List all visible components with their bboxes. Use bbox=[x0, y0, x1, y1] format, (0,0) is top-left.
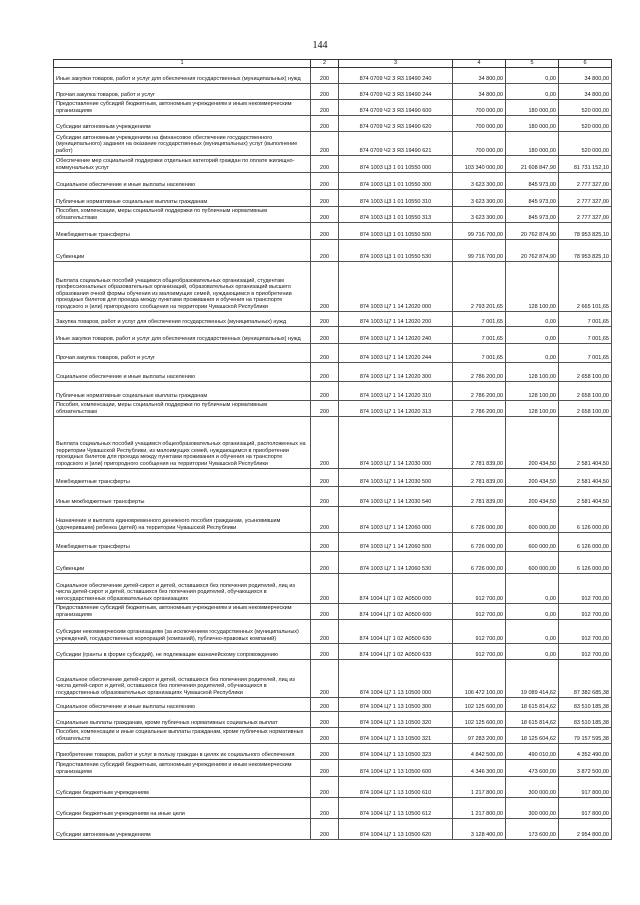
column-number-header: 6 bbox=[559, 60, 612, 68]
table-row bbox=[54, 551, 612, 573]
row-executed-amount: 845 973,00 bbox=[506, 172, 559, 189]
row-executed-amount: 20 762 874,90 bbox=[506, 239, 559, 261]
table-row bbox=[54, 416, 612, 468]
row-line-code: 200 bbox=[311, 239, 339, 261]
row-planned-amount: 4 346 300,00 bbox=[453, 759, 506, 776]
table-row bbox=[54, 189, 612, 206]
row-planned-amount: 7 001,65 bbox=[453, 343, 506, 362]
row-line-code: 200 bbox=[311, 416, 339, 468]
row-budget-classification-code: 874 1003 Ц7 1 14 12030 500 bbox=[339, 468, 453, 486]
row-line-code: 200 bbox=[311, 797, 339, 818]
row-executed-amount: 21 608 847,90 bbox=[506, 155, 559, 172]
table-row bbox=[54, 400, 612, 416]
row-executed-amount: 128 100,00 bbox=[506, 400, 559, 416]
row-executed-amount: 600 000,00 bbox=[506, 551, 559, 573]
row-planned-amount: 912 700,00 bbox=[453, 573, 506, 603]
row-executed-amount: 0,00 bbox=[506, 603, 559, 619]
column-number-header: 5 bbox=[506, 60, 559, 68]
row-planned-amount: 912 700,00 bbox=[453, 643, 506, 659]
row-description: Пособия, компенсации, меры социальной поддержки по публичным нормативным обязательствам bbox=[54, 206, 311, 222]
row-line-code: 200 bbox=[311, 603, 339, 619]
row-budget-classification-code: 874 1004 Ц7 1 13 10500 320 bbox=[339, 711, 453, 727]
row-description: Межбюджетные трансферты bbox=[54, 532, 311, 551]
row-description: Предоставление субсидий бюджетным, автономным учреждениям и иным некоммерческим организациям bbox=[54, 99, 311, 115]
row-remaining-amount: 520 000,00 bbox=[559, 131, 612, 155]
row-remaining-amount: 912 700,00 bbox=[559, 573, 612, 603]
row-budget-classification-code: 874 0709 Ч2 3 Я3 19490 600 bbox=[339, 99, 453, 115]
row-remaining-amount: 6 126 000,00 bbox=[559, 532, 612, 551]
row-executed-amount: 180 000,00 bbox=[506, 115, 559, 131]
row-remaining-amount: 7 001,65 bbox=[559, 326, 612, 343]
row-line-code: 200 bbox=[311, 189, 339, 206]
row-line-code: 200 bbox=[311, 468, 339, 486]
row-planned-amount: 3 128 400,00 bbox=[453, 818, 506, 839]
row-executed-amount: 473 600,00 bbox=[506, 759, 559, 776]
row-budget-classification-code: 874 1003 Ц3 1 01 10550 500 bbox=[339, 222, 453, 239]
table-row bbox=[54, 239, 612, 261]
table-row bbox=[54, 619, 612, 643]
row-description: Иные закупки товаров, работ и услуг для обеспечения государственных (муниципальных) нужд bbox=[54, 326, 311, 343]
row-planned-amount: 103 340 000,00 bbox=[453, 155, 506, 172]
row-line-code: 200 bbox=[311, 206, 339, 222]
row-remaining-amount: 912 700,00 bbox=[559, 643, 612, 659]
row-remaining-amount: 2 777 327,00 bbox=[559, 172, 612, 189]
table-row bbox=[54, 326, 612, 343]
row-line-code: 200 bbox=[311, 343, 339, 362]
row-planned-amount: 34 800,00 bbox=[453, 83, 506, 99]
row-description: Социальное обеспечение и иные выплаты населению bbox=[54, 172, 311, 189]
table-row bbox=[54, 643, 612, 659]
table-row bbox=[54, 532, 612, 551]
row-description: Субсидии автономным учреждениям на финансовое обеспечение государственного (муниципального) задания на оказание государственных (муниципальных) услуг (выполнение работ) bbox=[54, 131, 311, 155]
table-row bbox=[54, 727, 612, 743]
row-line-code: 200 bbox=[311, 326, 339, 343]
row-planned-amount: 7 001,65 bbox=[453, 311, 506, 326]
row-budget-classification-code: 874 1003 Ц3 1 01 10550 313 bbox=[339, 206, 453, 222]
row-remaining-amount: 2 581 404,50 bbox=[559, 468, 612, 486]
row-description: Субвенции bbox=[54, 239, 311, 261]
row-description: Пособия, компенсации, меры социальной поддержки по публичным нормативным обязательствам bbox=[54, 400, 311, 416]
row-description: Социальное обеспечение и иные выплаты населению bbox=[54, 697, 311, 711]
row-budget-classification-code: 874 1003 Ц7 1 14 12020 244 bbox=[339, 343, 453, 362]
row-remaining-amount: 912 700,00 bbox=[559, 619, 612, 643]
row-description: Публичные нормативные социальные выплаты гражданам bbox=[54, 189, 311, 206]
row-line-code: 200 bbox=[311, 115, 339, 131]
row-description: Межбюджетные трансферты bbox=[54, 222, 311, 239]
row-executed-amount: 200 434,50 bbox=[506, 416, 559, 468]
budget-execution-table bbox=[53, 59, 612, 840]
row-budget-classification-code: 874 1004 Ц7 1 02 А0500 600 bbox=[339, 603, 453, 619]
row-remaining-amount: 78 953 825,10 bbox=[559, 222, 612, 239]
row-executed-amount: 845 973,00 bbox=[506, 206, 559, 222]
row-budget-classification-code: 874 0709 Ч2 3 Я3 19490 244 bbox=[339, 83, 453, 99]
row-line-code: 200 bbox=[311, 506, 339, 532]
row-planned-amount: 1 217 800,00 bbox=[453, 776, 506, 797]
row-remaining-amount: 2 954 800,00 bbox=[559, 818, 612, 839]
row-description: Публичные нормативные социальные выплаты гражданам bbox=[54, 381, 311, 400]
row-budget-classification-code: 874 1004 Ц7 1 13 10500 620 bbox=[339, 818, 453, 839]
row-executed-amount: 490 010,00 bbox=[506, 743, 559, 759]
row-budget-classification-code: 874 1003 Ц7 1 14 12020 240 bbox=[339, 326, 453, 343]
row-description: Выплата социальных пособий учащимся общеобразовательных организаций, расположенных на территории Чувашской Республики, из малоимущих семей, нуждающимся в приобретении проездных билетов для проезда между пунктами проживания и обучения на транспорте городского и (или) пригородного сообщения на территории Чувашской Республики bbox=[54, 416, 311, 468]
row-planned-amount: 2 786 200,00 bbox=[453, 381, 506, 400]
row-planned-amount: 2 793 201,65 bbox=[453, 261, 506, 311]
row-budget-classification-code: 874 1004 Ц7 1 13 10500 600 bbox=[339, 759, 453, 776]
row-description: Предоставление субсидий бюджетным, автономным учреждениям и иным некоммерческим организациям bbox=[54, 759, 311, 776]
row-executed-amount: 200 434,50 bbox=[506, 468, 559, 486]
row-budget-classification-code: 874 1003 Ц7 1 14 12020 313 bbox=[339, 400, 453, 416]
row-planned-amount: 3 623 300,00 bbox=[453, 189, 506, 206]
row-planned-amount: 700 000,00 bbox=[453, 131, 506, 155]
column-number-header: 4 bbox=[453, 60, 506, 68]
row-remaining-amount: 83 510 185,38 bbox=[559, 697, 612, 711]
row-line-code: 200 bbox=[311, 532, 339, 551]
row-budget-classification-code: 874 1003 Ц7 1 14 12020 000 bbox=[339, 261, 453, 311]
row-description: Субсидии автономным учреждениям bbox=[54, 115, 311, 131]
row-budget-classification-code: 874 1004 Ц7 1 13 10500 610 bbox=[339, 776, 453, 797]
table-row bbox=[54, 222, 612, 239]
row-line-code: 200 bbox=[311, 818, 339, 839]
row-planned-amount: 2 781 839,00 bbox=[453, 468, 506, 486]
row-planned-amount: 99 716 700,00 bbox=[453, 222, 506, 239]
table-row bbox=[54, 743, 612, 759]
row-budget-classification-code: 874 1003 Ц7 1 14 12020 300 bbox=[339, 362, 453, 381]
row-planned-amount: 1 217 800,00 bbox=[453, 797, 506, 818]
row-description: Субсидии некоммерческим организациям (за исключением государственных (муниципальных) учреждений, государственных корпораций (компаний), публично-правовых компаний) bbox=[54, 619, 311, 643]
row-description: Предоставление субсидий бюджетным, автономным учреждениям и иным некоммерческим организациям bbox=[54, 603, 311, 619]
row-executed-amount: 0,00 bbox=[506, 67, 559, 83]
row-remaining-amount: 2 777 327,00 bbox=[559, 206, 612, 222]
row-remaining-amount: 2 658 100,00 bbox=[559, 362, 612, 381]
row-line-code: 200 bbox=[311, 99, 339, 115]
row-remaining-amount: 917 800,00 bbox=[559, 776, 612, 797]
table-row bbox=[54, 99, 612, 115]
table-row bbox=[54, 659, 612, 697]
row-planned-amount: 2 786 200,00 bbox=[453, 400, 506, 416]
row-budget-classification-code: 874 1003 Ц7 1 14 12030 000 bbox=[339, 416, 453, 468]
row-remaining-amount: 7 001,65 bbox=[559, 311, 612, 326]
row-line-code: 200 bbox=[311, 400, 339, 416]
column-number-header: 1 bbox=[54, 60, 311, 68]
row-budget-classification-code: 874 0709 Ч2 3 Я3 19490 621 bbox=[339, 131, 453, 155]
table-row bbox=[54, 131, 612, 155]
row-remaining-amount: 2 777 327,00 bbox=[559, 189, 612, 206]
row-planned-amount: 912 700,00 bbox=[453, 619, 506, 643]
row-line-code: 200 bbox=[311, 67, 339, 83]
row-planned-amount: 7 001,65 bbox=[453, 326, 506, 343]
row-executed-amount: 180 000,00 bbox=[506, 99, 559, 115]
row-executed-amount: 200 434,50 bbox=[506, 486, 559, 506]
table-row bbox=[54, 776, 612, 797]
row-description: Иные межбюджетные трансферты bbox=[54, 486, 311, 506]
row-budget-classification-code: 874 0709 Ч2 3 Я3 19490 240 bbox=[339, 67, 453, 83]
row-line-code: 200 bbox=[311, 573, 339, 603]
row-planned-amount: 97 283 200,00 bbox=[453, 727, 506, 743]
row-description: Обеспечение мер социальной поддержки отдельных категорий граждан по оплате жилищно-коммунальных услуг bbox=[54, 155, 311, 172]
row-budget-classification-code: 874 1003 Ц7 1 14 12020 200 bbox=[339, 311, 453, 326]
row-remaining-amount: 87 382 685,38 bbox=[559, 659, 612, 697]
row-planned-amount: 700 000,00 bbox=[453, 115, 506, 131]
page-number: 144 bbox=[312, 40, 328, 51]
row-planned-amount: 106 472 100,00 bbox=[453, 659, 506, 697]
row-executed-amount: 845 973,00 bbox=[506, 189, 559, 206]
row-executed-amount: 18 615 814,62 bbox=[506, 711, 559, 727]
row-planned-amount: 6 726 000,00 bbox=[453, 532, 506, 551]
row-planned-amount: 6 726 000,00 bbox=[453, 506, 506, 532]
row-line-code: 200 bbox=[311, 743, 339, 759]
row-remaining-amount: 3 872 500,00 bbox=[559, 759, 612, 776]
row-remaining-amount: 79 157 595,38 bbox=[559, 727, 612, 743]
row-line-code: 200 bbox=[311, 759, 339, 776]
table-row bbox=[54, 697, 612, 711]
column-number-row bbox=[54, 60, 612, 68]
table-row bbox=[54, 155, 612, 172]
row-executed-amount: 300 000,00 bbox=[506, 776, 559, 797]
row-executed-amount: 0,00 bbox=[506, 326, 559, 343]
row-remaining-amount: 917 800,00 bbox=[559, 797, 612, 818]
row-line-code: 200 bbox=[311, 697, 339, 711]
row-remaining-amount: 2 658 100,00 bbox=[559, 381, 612, 400]
row-remaining-amount: 83 510 185,38 bbox=[559, 711, 612, 727]
row-executed-amount: 20 762 874,90 bbox=[506, 222, 559, 239]
row-description: Субсидии бюджетным учреждениям на иные цели bbox=[54, 797, 311, 818]
row-budget-classification-code: 874 1003 Ц7 1 14 12060 500 bbox=[339, 532, 453, 551]
row-budget-classification-code: 874 1004 Ц7 1 02 А0500 000 bbox=[339, 573, 453, 603]
row-line-code: 200 bbox=[311, 659, 339, 697]
row-budget-classification-code: 874 1003 Ц7 1 14 12020 310 bbox=[339, 381, 453, 400]
row-planned-amount: 3 623 300,00 bbox=[453, 206, 506, 222]
row-remaining-amount: 520 000,00 bbox=[559, 115, 612, 131]
table-body bbox=[54, 67, 612, 839]
table-row bbox=[54, 818, 612, 839]
row-planned-amount: 700 000,00 bbox=[453, 99, 506, 115]
row-budget-classification-code: 874 1004 Ц7 1 02 А0500 630 bbox=[339, 619, 453, 643]
row-planned-amount: 2 781 839,00 bbox=[453, 416, 506, 468]
table-row bbox=[54, 486, 612, 506]
row-line-code: 200 bbox=[311, 131, 339, 155]
row-line-code: 200 bbox=[311, 261, 339, 311]
row-budget-classification-code: 874 1004 Ц7 1 13 10500 321 bbox=[339, 727, 453, 743]
row-description: Прочая закупка товаров, работ и услуг bbox=[54, 83, 311, 99]
row-executed-amount: 600 000,00 bbox=[506, 532, 559, 551]
row-planned-amount: 912 700,00 bbox=[453, 603, 506, 619]
row-line-code: 200 bbox=[311, 311, 339, 326]
row-line-code: 200 bbox=[311, 551, 339, 573]
table-row bbox=[54, 506, 612, 532]
row-description: Социальные выплаты гражданам, кроме публичных нормативных социальных выплат bbox=[54, 711, 311, 727]
row-line-code: 200 bbox=[311, 172, 339, 189]
row-planned-amount: 3 623 300,00 bbox=[453, 172, 506, 189]
table-row bbox=[54, 261, 612, 311]
row-executed-amount: 600 000,00 bbox=[506, 506, 559, 532]
row-line-code: 200 bbox=[311, 727, 339, 743]
row-description: Приобретение товаров, работ и услуг в пользу граждан в целях их социального обеспечения bbox=[54, 743, 311, 759]
row-line-code: 200 bbox=[311, 711, 339, 727]
row-remaining-amount: 34 800,00 bbox=[559, 67, 612, 83]
row-executed-amount: 128 100,00 bbox=[506, 362, 559, 381]
row-planned-amount: 102 125 600,00 bbox=[453, 711, 506, 727]
row-budget-classification-code: 874 1003 Ц3 1 01 10550 300 bbox=[339, 172, 453, 189]
row-description: Субсидии бюджетным учреждениям bbox=[54, 776, 311, 797]
row-description: Прочая закупка товаров, работ и услуг bbox=[54, 343, 311, 362]
row-planned-amount: 2 786 200,00 bbox=[453, 362, 506, 381]
row-executed-amount: 19 089 414,62 bbox=[506, 659, 559, 697]
row-budget-classification-code: 874 1004 Ц7 1 13 10500 300 bbox=[339, 697, 453, 711]
row-budget-classification-code: 874 1003 Ц3 1 01 10550 530 bbox=[339, 239, 453, 261]
row-executed-amount: 128 100,00 bbox=[506, 381, 559, 400]
row-line-code: 200 bbox=[311, 381, 339, 400]
row-description: Закупка товаров, работ и услуг для обеспечения государственных (муниципальных) нужд bbox=[54, 311, 311, 326]
table-row bbox=[54, 67, 612, 83]
row-executed-amount: 0,00 bbox=[506, 619, 559, 643]
column-number-header: 2 bbox=[311, 60, 339, 68]
row-remaining-amount: 520 000,00 bbox=[559, 99, 612, 115]
row-executed-amount: 0,00 bbox=[506, 311, 559, 326]
table-row bbox=[54, 311, 612, 326]
row-remaining-amount: 34 800,00 bbox=[559, 83, 612, 99]
row-description: Субсидии автономным учреждениям bbox=[54, 818, 311, 839]
table-row bbox=[54, 797, 612, 818]
row-remaining-amount: 2 581 404,50 bbox=[559, 416, 612, 468]
column-number-header: 3 bbox=[339, 60, 453, 68]
row-description: Социальное обеспечение и иные выплаты населению bbox=[54, 362, 311, 381]
row-description: Социальное обеспечение детей-сирот и детей, оставшихся без попечения родителей, лиц из числа детей-сирот и детей, оставшихся без попечения родителей, обучающихся в государственных образовательных организациях Чувашской Республики bbox=[54, 659, 311, 697]
row-budget-classification-code: 874 1003 Ц7 1 14 12060 000 bbox=[339, 506, 453, 532]
row-executed-amount: 0,00 bbox=[506, 343, 559, 362]
row-line-code: 200 bbox=[311, 619, 339, 643]
row-remaining-amount: 912 700,00 bbox=[559, 603, 612, 619]
table-row bbox=[54, 362, 612, 381]
table-row bbox=[54, 206, 612, 222]
table-row bbox=[54, 343, 612, 362]
row-line-code: 200 bbox=[311, 83, 339, 99]
table-row bbox=[54, 468, 612, 486]
row-remaining-amount: 81 731 152,10 bbox=[559, 155, 612, 172]
row-line-code: 200 bbox=[311, 486, 339, 506]
row-remaining-amount: 78 953 825,10 bbox=[559, 239, 612, 261]
row-description: Пособия, компенсации и иные социальные выплаты гражданам, кроме публичных нормативных обязательств bbox=[54, 727, 311, 743]
row-budget-classification-code: 874 1004 Ц7 1 13 10500 000 bbox=[339, 659, 453, 697]
row-budget-classification-code: 874 1004 Ц7 1 02 А0500 633 bbox=[339, 643, 453, 659]
row-remaining-amount: 6 126 000,00 bbox=[559, 506, 612, 532]
table-row bbox=[54, 172, 612, 189]
table-row bbox=[54, 603, 612, 619]
row-executed-amount: 128 100,00 bbox=[506, 261, 559, 311]
row-executed-amount: 180 000,00 bbox=[506, 131, 559, 155]
row-planned-amount: 102 125 600,00 bbox=[453, 697, 506, 711]
row-description: Выплата социальных пособий учащимся общеобразовательных организаций, студентам профессиональных образовательных организаций, образовательных организаций высшего образования очной формы обучения из малоимущих семей, нуждающимся в приобретении проездных билетов для проезда между пунктами проживания и обучения на транспорте городского и (или) пригородного сообщения на территории Чувашской Республики bbox=[54, 261, 311, 311]
row-planned-amount: 2 781 839,00 bbox=[453, 486, 506, 506]
row-budget-classification-code: 874 1003 Ц3 1 01 10550 310 bbox=[339, 189, 453, 206]
row-executed-amount: 0,00 bbox=[506, 573, 559, 603]
row-line-code: 200 bbox=[311, 155, 339, 172]
row-description: Иные закупки товаров, работ и услуг для обеспечения государственных (муниципальных) нужд bbox=[54, 67, 311, 83]
row-executed-amount: 18 125 604,62 bbox=[506, 727, 559, 743]
row-description: Субвенции bbox=[54, 551, 311, 573]
row-executed-amount: 18 615 814,62 bbox=[506, 697, 559, 711]
table-row bbox=[54, 115, 612, 131]
table-row bbox=[54, 759, 612, 776]
row-budget-classification-code: 874 1003 Ц7 1 14 12060 530 bbox=[339, 551, 453, 573]
row-budget-classification-code: 874 1003 Ц3 1 01 10550 000 bbox=[339, 155, 453, 172]
row-planned-amount: 34 800,00 bbox=[453, 67, 506, 83]
row-remaining-amount: 6 126 000,00 bbox=[559, 551, 612, 573]
row-executed-amount: 0,00 bbox=[506, 83, 559, 99]
row-planned-amount: 4 842 500,00 bbox=[453, 743, 506, 759]
row-description: Субсидии (гранты в форме субсидий), не подлежащие казначейскому сопровождению bbox=[54, 643, 311, 659]
row-description: Межбюджетные трансферты bbox=[54, 468, 311, 486]
row-description: Социальное обеспечение детей-сирот и детей, оставшихся без попечения родителей, лиц из числа детей-сирот и детей, оставшихся без попечения родителей, обучающихся в негосударственных образовательных организациях bbox=[54, 573, 311, 603]
table-row bbox=[54, 711, 612, 727]
table-row bbox=[54, 83, 612, 99]
row-budget-classification-code: 874 1004 Ц7 1 13 10500 323 bbox=[339, 743, 453, 759]
table-row bbox=[54, 573, 612, 603]
row-planned-amount: 6 726 000,00 bbox=[453, 551, 506, 573]
row-budget-classification-code: 874 1004 Ц7 1 13 10500 612 bbox=[339, 797, 453, 818]
row-remaining-amount: 2 581 404,50 bbox=[559, 486, 612, 506]
row-line-code: 200 bbox=[311, 776, 339, 797]
row-description: Назначение и выплата единовременного денежного пособия гражданам, усыновившим (удочерившим) ребенка (детей) на территории Чувашской Республики bbox=[54, 506, 311, 532]
row-line-code: 200 bbox=[311, 643, 339, 659]
row-line-code: 200 bbox=[311, 362, 339, 381]
row-planned-amount: 99 716 700,00 bbox=[453, 239, 506, 261]
row-executed-amount: 173 600,00 bbox=[506, 818, 559, 839]
row-budget-classification-code: 874 0709 Ч2 3 Я3 19490 620 bbox=[339, 115, 453, 131]
row-remaining-amount: 7 001,65 bbox=[559, 343, 612, 362]
row-remaining-amount: 2 665 101,65 bbox=[559, 261, 612, 311]
row-executed-amount: 0,00 bbox=[506, 643, 559, 659]
row-budget-classification-code: 874 1003 Ц7 1 14 12030 540 bbox=[339, 486, 453, 506]
table-row bbox=[54, 381, 612, 400]
row-executed-amount: 300 000,00 bbox=[506, 797, 559, 818]
row-line-code: 200 bbox=[311, 222, 339, 239]
row-remaining-amount: 4 352 490,00 bbox=[559, 743, 612, 759]
row-remaining-amount: 2 658 100,00 bbox=[559, 400, 612, 416]
